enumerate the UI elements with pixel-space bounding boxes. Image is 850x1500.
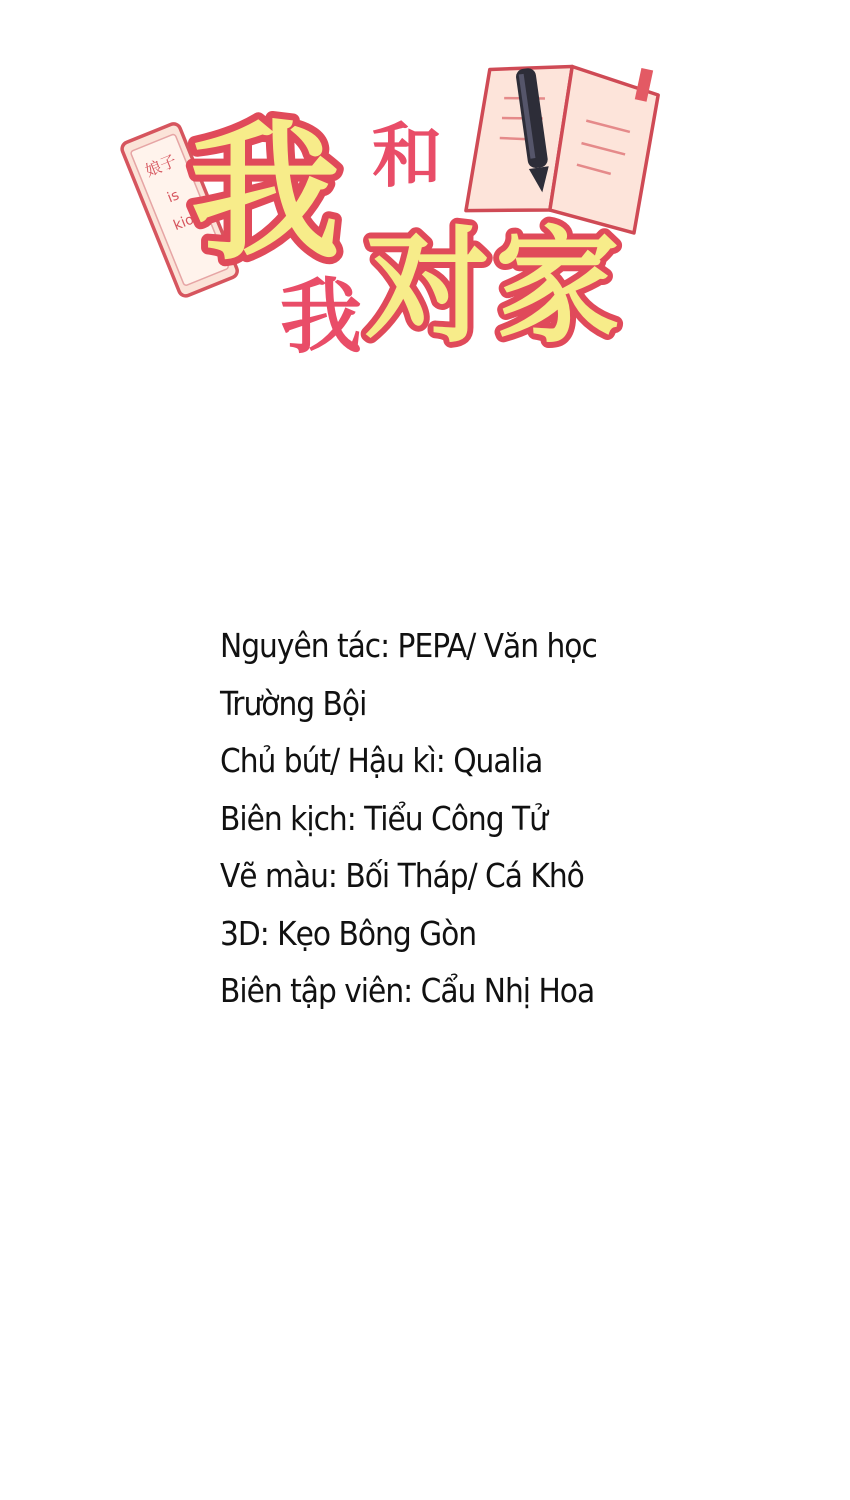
credit-lead-artist: Chủ bút/ Hậu kì: Qualia: [220, 741, 543, 780]
credit-3d: 3D: Kẹo Bông Gòn: [220, 913, 477, 953]
title-logo: [110, 30, 710, 370]
phone-text-line: 娘子: [142, 150, 180, 181]
title-char-small: 和: [372, 115, 442, 197]
title-char: 家: [495, 215, 620, 360]
credits-block: [220, 617, 740, 1020]
phone-text-line: is: [165, 187, 182, 207]
title-char: 对: [365, 215, 490, 360]
credit-colorist: Vẽ màu: Bối Tháp/ Cá Khô: [220, 856, 584, 895]
credit-editor: Biên tập viên: Cẩu Nhị Hoa: [220, 971, 595, 1010]
credit-original-author-cont: Trường Bội: [220, 683, 367, 723]
credit-scriptwriter: Biên kịch: Tiểu Công Tử: [220, 798, 547, 838]
phone-text-line: kio: [171, 211, 197, 235]
title-char: 我: [190, 107, 341, 281]
credit-original-author: Nguyên tác: PEPA/ Văn học: [220, 626, 597, 665]
title-char-small: 我: [280, 270, 363, 365]
